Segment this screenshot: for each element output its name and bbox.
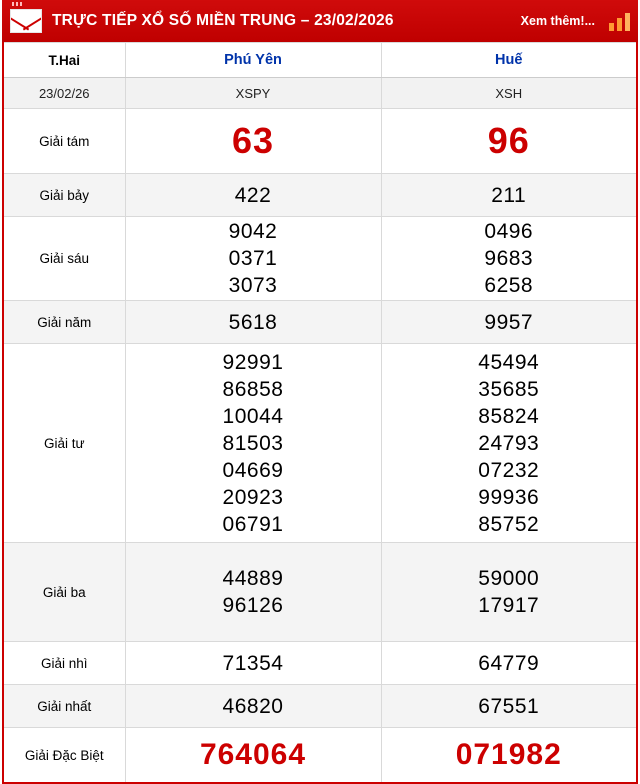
number-value: 06791	[222, 512, 284, 536]
table-row	[3, 728, 637, 784]
prize-numbers-p2	[381, 344, 637, 543]
decor-dots	[12, 2, 22, 6]
prize-numbers-p1	[125, 217, 381, 301]
number-value: 0371	[228, 247, 278, 270]
column-header-day: T.Hai	[3, 43, 125, 78]
header-left	[10, 9, 394, 33]
prize-numbers-p1: 5618	[125, 301, 381, 344]
prize-numbers-p1: 46820	[125, 685, 381, 728]
number-value: 17917	[478, 594, 540, 617]
number-value: 63	[231, 120, 275, 161]
signal-bars-icon	[609, 11, 630, 31]
number-value: 85824	[478, 404, 540, 428]
number-value: 0496	[484, 220, 534, 243]
prize-label: Giải sáu	[3, 217, 125, 301]
number-value: 071982	[455, 738, 562, 771]
header-bar	[2, 0, 638, 42]
prize-numbers-p2	[381, 543, 637, 642]
number-value: 10044	[222, 404, 284, 428]
table-row	[3, 301, 637, 344]
prize-label: Giải ba	[3, 543, 125, 642]
table-row	[3, 344, 637, 543]
number-value: 9042	[228, 220, 278, 243]
number-value: 04669	[222, 458, 284, 482]
column-header-province-2: Huế	[381, 43, 637, 78]
prize-numbers-p1	[125, 728, 381, 784]
prize-label: Giải nhì	[3, 642, 125, 685]
prize-numbers-p1	[125, 344, 381, 543]
prize-numbers-p2: 64779	[381, 642, 637, 685]
number-value: 6258	[484, 274, 534, 297]
prize-label: Giải năm	[3, 301, 125, 344]
number-value: 59000	[478, 567, 540, 590]
number-value: 764064	[199, 738, 307, 771]
table-subheader-row	[3, 78, 637, 109]
prize-label: Giải bảy	[3, 174, 125, 217]
prize-numbers-p1: 422	[125, 174, 381, 217]
number-value: 20923	[222, 485, 284, 509]
number-value: 07232	[478, 458, 540, 482]
province-code-1: XSPY	[125, 78, 381, 109]
number-value: 45494	[478, 350, 540, 374]
page-title: TRỰC TIẾP XỔ SỐ MIỀN TRUNG – 23/02/2026	[52, 12, 394, 29]
number-value: 35685	[478, 377, 540, 401]
number-value: 3073	[228, 274, 278, 297]
table-header-row	[3, 43, 637, 78]
number-value: 96	[487, 120, 530, 161]
prize-numbers-p2: 9957	[381, 301, 637, 344]
see-more-link[interactable]: Xem thêm!...	[520, 14, 595, 28]
prize-label: Giải nhất	[3, 685, 125, 728]
draw-date: 23/02/26	[3, 78, 125, 109]
table-row	[3, 642, 637, 685]
number-value: 81503	[222, 431, 284, 455]
number-value: 86858	[222, 377, 284, 401]
table-row	[3, 109, 637, 174]
column-header-province-1: Phú Yên	[125, 43, 381, 78]
number-value: 92991	[222, 350, 284, 374]
prize-numbers-p2: 67551	[381, 685, 637, 728]
table-row	[3, 217, 637, 301]
number-value: 96126	[222, 594, 284, 617]
prize-label: Giải tư	[3, 344, 125, 543]
prize-label: Giải Đặc Biệt	[3, 728, 125, 784]
prize-numbers-p2	[381, 728, 637, 784]
envelope-icon	[10, 9, 42, 33]
prize-numbers-p2	[381, 109, 637, 174]
number-value: 44889	[222, 567, 284, 590]
results-table	[2, 42, 638, 784]
number-value: 99936	[478, 485, 540, 509]
number-value: 24793	[478, 431, 540, 455]
table-row	[3, 685, 637, 728]
number-value: 85752	[478, 512, 540, 536]
table-row	[3, 174, 637, 217]
prize-numbers-p1	[125, 109, 381, 174]
prize-numbers-p2: 211	[381, 174, 637, 217]
table-row	[3, 543, 637, 642]
prize-numbers-p2	[381, 217, 637, 301]
prize-label: Giải tám	[3, 109, 125, 174]
prize-numbers-p1: 71354	[125, 642, 381, 685]
number-value: 9683	[484, 247, 534, 270]
province-code-2: XSH	[381, 78, 637, 109]
prize-numbers-p1	[125, 543, 381, 642]
